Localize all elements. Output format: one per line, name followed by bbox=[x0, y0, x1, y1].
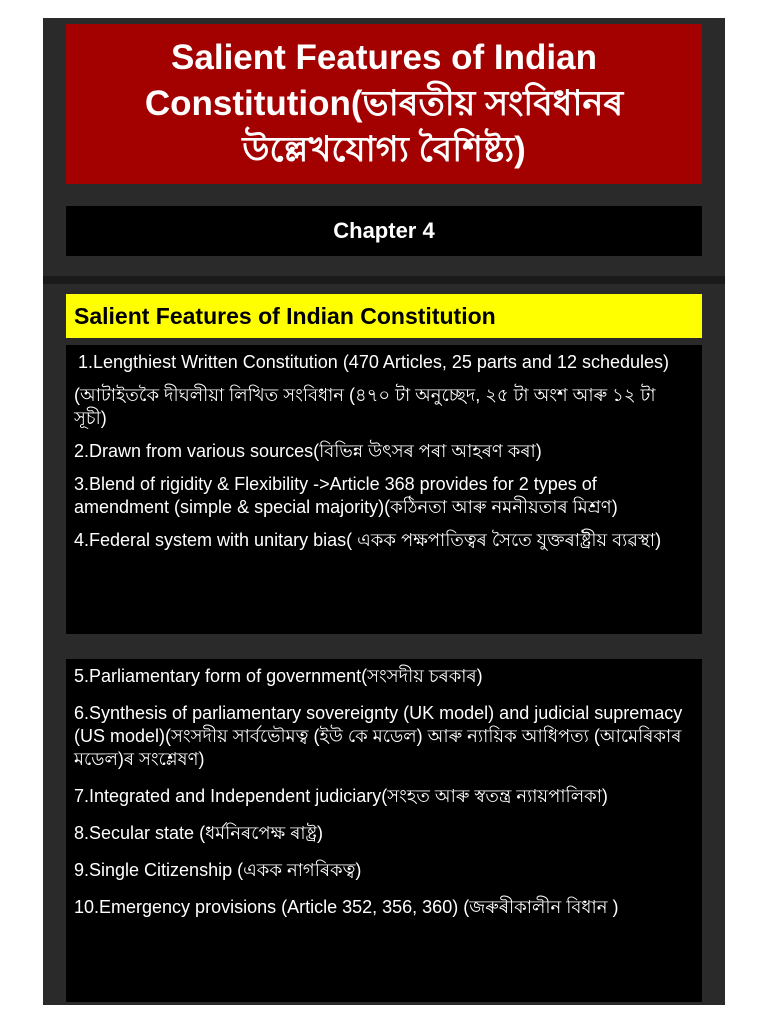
list-item: 4.Federal system with unitary bias( একক পক্ষপাতিত্বৰ সৈতে যুক্তৰাষ্ট্ৰীয় ব্যৱস্থা) bbox=[74, 530, 662, 550]
chapter-text: Chapter 4 bbox=[333, 218, 435, 243]
page-title bbox=[66, 24, 702, 184]
title-text: Salient Features of Indian Constitution(ভাৰতীয় সংবিধানৰ উল্লেখযোগ্য বৈশিষ্ট্য) bbox=[144, 38, 624, 169]
section-heading-text: Salient Features of Indian Constitution bbox=[74, 302, 496, 329]
list-item: 10.Emergency provisions (Article 352, 356, 360) (জৰুৰীকালীন বিধান ) bbox=[74, 897, 619, 917]
section-divider bbox=[43, 276, 725, 284]
chapter-label bbox=[66, 206, 702, 256]
list-item: 6.Synthesis of parliamentary sovereignty (UK model) and judicial supremacy (US model)(সংসদীয় সাৰ্বভৌমত্ব (ইউ কে মডেল) আৰু ন্যায়িক আধিপত্য (আমেৰিকাৰ মডেল)ৰ সংশ্লেষণ) bbox=[74, 703, 683, 769]
document-page bbox=[43, 18, 725, 1005]
list-item: 8.Secular state (ধৰ্মনিৰপেক্ষ ৰাষ্ট্ৰ) bbox=[74, 823, 324, 843]
section-heading bbox=[66, 294, 702, 338]
features-panel-2 bbox=[66, 659, 702, 1002]
list-item: (আটাইতকৈ দীঘলীয়া লিখিত সংবিধান (৪৭০ টা অনুচ্ছেদ, ২৫ টা অংশ আৰু ১২ টা সূচী) bbox=[74, 385, 656, 428]
list-item: 3.Blend of rigidity & Flexibility ->Article 368 provides for 2 types of amendment (simple & special majority)(কঠিনতা আৰু নমনীয়তাৰ মিশ্ৰণ) bbox=[74, 474, 618, 517]
list-item: 5.Parliamentary form of government(সংসদীয় চৰকাৰ) bbox=[74, 666, 483, 686]
list-item: 7.Integrated and Independent judiciary(সংহত আৰু স্বতন্ত্ৰ ন্যায়পালিকা) bbox=[74, 786, 608, 806]
list-item: 2.Drawn from various sources(বিভিন্ন উৎসৰ পৰা আহৰণ কৰা) bbox=[74, 441, 542, 461]
list-item: 1.Lengthiest Written Constitution (470 Articles, 25 parts and 12 schedules) bbox=[78, 352, 670, 372]
list-item: 9.Single Citizenship (একক নাগৰিকত্ব) bbox=[74, 860, 362, 880]
features-panel-1 bbox=[66, 345, 702, 634]
